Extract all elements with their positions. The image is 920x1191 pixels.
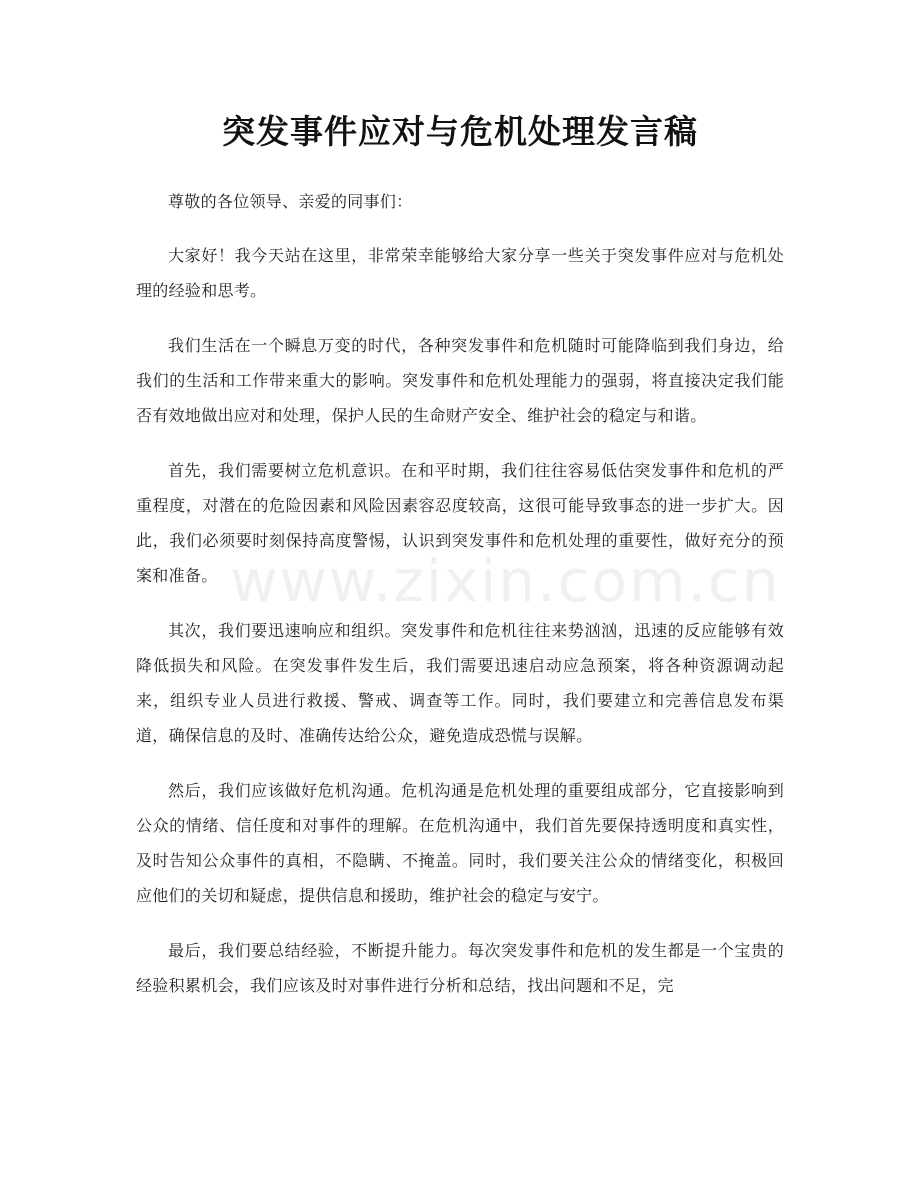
context-paragraph: 我们生活在一个瞬息万变的时代，各种突发事件和危机随时可能降临到我们身边，给我们的生活和工作带来重大的影响。突发事件和危机处理能力的强弱，将直接决定我们能否有效地做出应对和处理，保护人民的生命财产安全、维护社会的稳定与和谐。 bbox=[136, 336, 784, 425]
first-point-paragraph: 首先，我们需要树立危机意识。在和平时期，我们往往容易低估突发事件和危机的严重程度，对潜在的危险因素和风险因素容忍度较高，这很可能导致事态的进一步扩大。因此，我们必须要时刻保持高度警惕，认识到突发事件和危机处理的重要性，做好充分的预案和准备。 bbox=[136, 461, 784, 585]
final-point-paragraph: 最后，我们要总结经验，不断提升能力。每次突发事件和危机的发生都是一个宝贵的经验积累机会，我们应该及时对事件进行分析和总结，找出问题和不足，完 bbox=[136, 941, 784, 995]
second-point-paragraph: 其次，我们要迅速响应和组织。突发事件和危机往往来势汹汹，迅速的反应能够有效降低损失和风险。在突发事件发生后，我们需要迅速启动应急预案，将各种资源调动起来，组织专业人员进行救援、警戒、调查等工作。同时，我们要建立和完善信息发布渠道，确保信息的及时、准确传达给公众，避免造成恐慌与误解。 bbox=[136, 621, 784, 745]
third-point-paragraph: 然后，我们应该做好危机沟通。危机沟通是危机处理的重要组成部分，它直接影响到公众的情绪、信任度和对事件的理解。在危机沟通中，我们首先要保持透明度和真实性，及时告知公众事件的真相，不隐瞒、不掩盖。同时，我们要关注公众的情绪变化，积极回应他们的关切和疑虑，提供信息和援助，维护社会的稳定与安宁。 bbox=[136, 781, 784, 905]
page-title: 突发事件应对与危机处理发言稿 bbox=[222, 112, 698, 151]
greeting-paragraph: 尊敬的各位领导、亲爱的同事们： bbox=[168, 192, 413, 211]
document-body bbox=[136, 184, 784, 1023]
watermark: www.zixin.com.cn bbox=[230, 547, 781, 615]
intro-paragraph: 大家好！我今天站在这里，非常荣幸能够给大家分享一些关于突发事件应对与危机处理的经验和思考。 bbox=[136, 246, 784, 300]
